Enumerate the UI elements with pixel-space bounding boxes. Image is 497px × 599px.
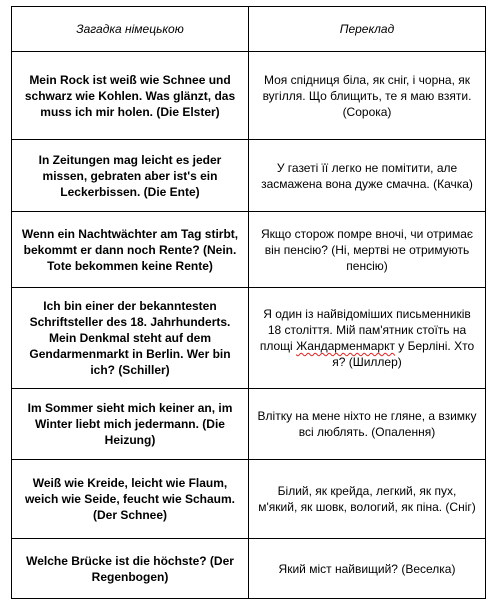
riddle-translation xyxy=(249,288,486,389)
table-header-row xyxy=(12,7,486,52)
riddle-german: Ich bin einer der bekanntesten Schriftsteller des 18. Jahrhunderts. Mein Denkmal steht auf dem Gendarmenmarkt in Berlin. Wer bin ich? (Schiller) xyxy=(12,288,249,389)
header-german: Загадка німецькою xyxy=(12,7,249,52)
riddle-german: Wenn ein Nachtwächter am Tag stirbt, bekommt er dann noch Rente? (Nein. Tote bekommen keine Rente) xyxy=(12,212,249,288)
riddle-german: In Zeitungen mag leicht es jeder missen, gebraten aber ist's ein Leckerbissen. (Die Ente) xyxy=(12,140,249,212)
riddle-german: Im Sommer sieht mich keiner an, im Winter liebt mich jedermann. (Die Heizung) xyxy=(12,389,249,460)
table-row xyxy=(12,212,486,288)
table-row xyxy=(12,52,486,140)
riddle-german: Mein Rock ist weiß wie Schnee und schwarz wie Kohlen. Was glänzt, das muss ich mir holen. (Die Elster) xyxy=(12,52,249,140)
table-row xyxy=(12,460,486,539)
table-row xyxy=(12,389,486,460)
table-row xyxy=(12,288,486,389)
table-row xyxy=(12,140,486,212)
header-translation: Переклад xyxy=(249,7,486,52)
translation-text-after: у Берліні. Хто я? (Шиллер) xyxy=(332,339,475,369)
riddles-table xyxy=(11,6,486,599)
riddle-german: Welche Brücke ist die höchste? (Der Regenbogen) xyxy=(12,539,249,599)
riddle-german: Weiß wie Kreide, leicht wie Flaum, weich wie Seide, feucht wie Schaum. (Der Schnee) xyxy=(12,460,249,539)
spellcheck-marked-word: Жандарменмаркт xyxy=(296,339,395,353)
riddle-translation: Який міст найвищий? (Веселка) xyxy=(249,539,486,599)
riddle-translation: Якщо сторож помре вночі, чи отримає він пенсію? (Ні, мертві не отримують пенсію) xyxy=(249,212,486,288)
riddle-translation: У газеті її легко не помітити, але засмажена вона дуже смачна. (Качка) xyxy=(249,140,486,212)
translation-text-before: Я один із найвідоміших письменників 18 століття. Мій пам'ятник стоїть на площі xyxy=(259,307,471,353)
riddle-translation: Моя спідниця біла, як сніг, і чорна, як вугілля. Що блищить, те я маю взяти. (Сорока) xyxy=(249,52,486,140)
table-row xyxy=(12,539,486,599)
riddle-translation: Влітку на мене ніхто не гляне, а взимку всі люблять. (Опалення) xyxy=(249,389,486,460)
riddle-translation: Білий, як крейда, легкий, як пух, м'який, як шовк, вологий, як піна. (Сніг) xyxy=(249,460,486,539)
